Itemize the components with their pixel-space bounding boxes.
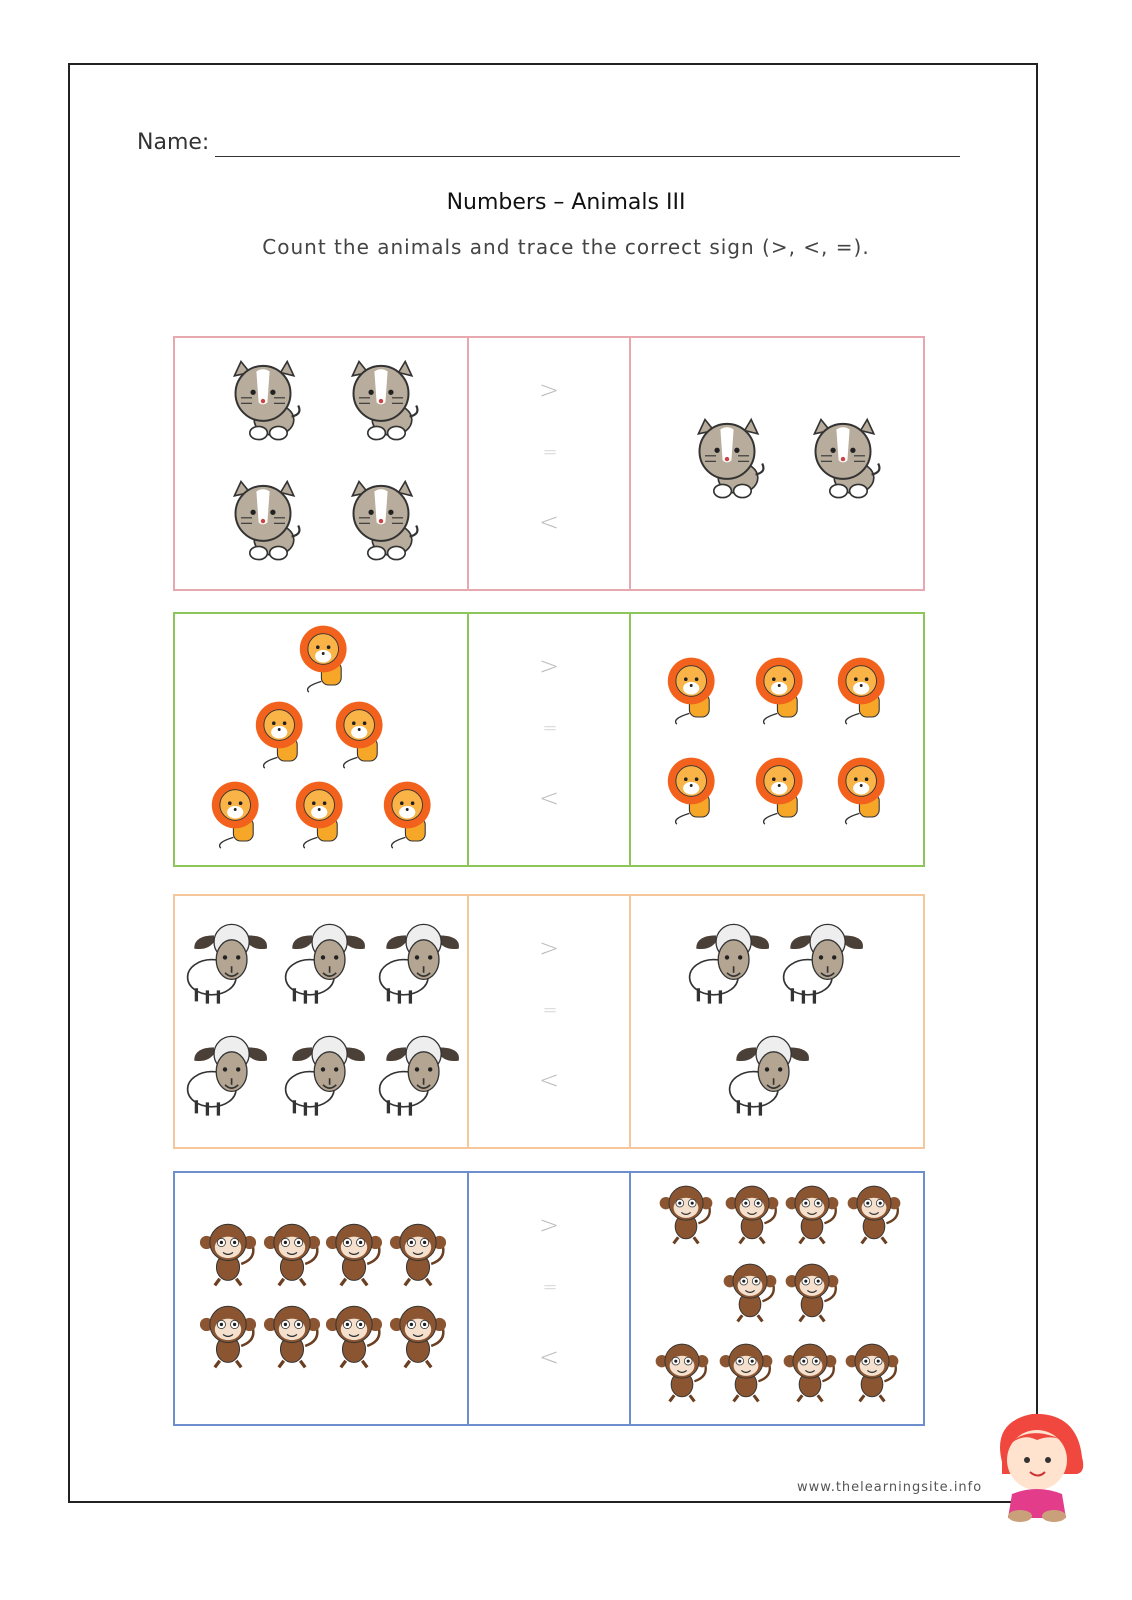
sign-choices — [467, 894, 631, 1149]
girl-mascot-icon — [982, 1402, 1092, 1522]
equal-sign-trace[interactable]: = — [542, 718, 556, 739]
right-group-lions — [629, 612, 925, 867]
greater-sign-trace[interactable]: > — [538, 1211, 560, 1239]
greater-sign-trace[interactable]: > — [538, 652, 560, 680]
sheep-icon — [279, 1032, 367, 1120]
greater-sign-trace[interactable]: > — [538, 934, 560, 962]
sheep-icon — [373, 1032, 461, 1120]
sign-choices — [467, 336, 631, 591]
sheep-icon — [683, 920, 771, 1008]
cat-icon — [337, 476, 425, 564]
sheep-icon — [181, 1032, 269, 1120]
monkey-icon — [195, 1303, 261, 1369]
monkey-icon — [651, 1341, 713, 1403]
monkey-icon — [655, 1183, 717, 1245]
sign-choices — [467, 612, 631, 867]
lion-icon — [745, 754, 817, 826]
monkey-icon — [841, 1341, 903, 1403]
less-sign-trace[interactable]: < — [538, 1343, 560, 1371]
sheep-icon — [373, 920, 461, 1008]
name-label: Name: — [137, 130, 210, 155]
lion-icon — [657, 754, 729, 826]
monkey-icon — [195, 1221, 261, 1287]
lion-icon — [285, 778, 357, 850]
right-group-cats — [629, 336, 925, 591]
less-sign-trace[interactable]: < — [538, 784, 560, 812]
lion-icon — [201, 778, 273, 850]
lion-icon — [325, 698, 397, 770]
worksheet-title: Numbers – Animals III — [446, 190, 686, 215]
monkey-icon — [321, 1221, 387, 1287]
comparison-row-monkeys — [173, 1171, 925, 1426]
comparison-row-lions — [173, 612, 925, 867]
equal-sign-trace[interactable]: = — [542, 442, 556, 463]
worksheet-instructions: Count the animals and trace the correct sign (>, <, =). — [262, 235, 870, 259]
sheep-icon — [279, 920, 367, 1008]
monkey-icon — [385, 1221, 451, 1287]
lion-icon — [745, 654, 817, 726]
equal-sign-trace[interactable]: = — [542, 1000, 556, 1021]
monkey-icon — [843, 1183, 905, 1245]
monkey-icon — [779, 1341, 841, 1403]
sheep-icon — [777, 920, 865, 1008]
cat-icon — [799, 414, 887, 502]
right-group-sheep — [629, 894, 925, 1149]
lion-icon — [373, 778, 445, 850]
monkey-icon — [259, 1221, 325, 1287]
equal-sign-trace[interactable]: = — [542, 1277, 556, 1298]
name-field[interactable] — [215, 156, 960, 157]
cat-icon — [219, 356, 307, 444]
website-url: www.thelearningsite.info — [797, 1480, 983, 1495]
greater-sign-trace[interactable]: > — [538, 376, 560, 404]
less-sign-trace[interactable]: < — [538, 508, 560, 536]
left-group-lions — [173, 612, 469, 867]
monkey-icon — [781, 1183, 843, 1245]
sheep-icon — [723, 1032, 811, 1120]
monkey-icon — [385, 1303, 451, 1369]
left-group-sheep — [173, 894, 469, 1149]
lion-icon — [289, 622, 361, 694]
sheep-icon — [181, 920, 269, 1008]
lion-icon — [827, 754, 899, 826]
lion-icon — [657, 654, 729, 726]
monkey-icon — [715, 1341, 777, 1403]
monkey-icon — [719, 1261, 781, 1323]
left-group-cats — [173, 336, 469, 591]
monkey-icon — [259, 1303, 325, 1369]
cat-icon — [219, 476, 307, 564]
less-sign-trace[interactable]: < — [538, 1066, 560, 1094]
right-group-monkeys — [629, 1171, 925, 1426]
lion-icon — [245, 698, 317, 770]
left-group-monkeys — [173, 1171, 469, 1426]
monkey-icon — [721, 1183, 783, 1245]
comparison-row-cats — [173, 336, 925, 591]
cat-icon — [683, 414, 771, 502]
comparison-row-sheep — [173, 894, 925, 1149]
lion-icon — [827, 654, 899, 726]
sign-choices — [467, 1171, 631, 1426]
monkey-icon — [781, 1261, 843, 1323]
monkey-icon — [321, 1303, 387, 1369]
cat-icon — [337, 356, 425, 444]
